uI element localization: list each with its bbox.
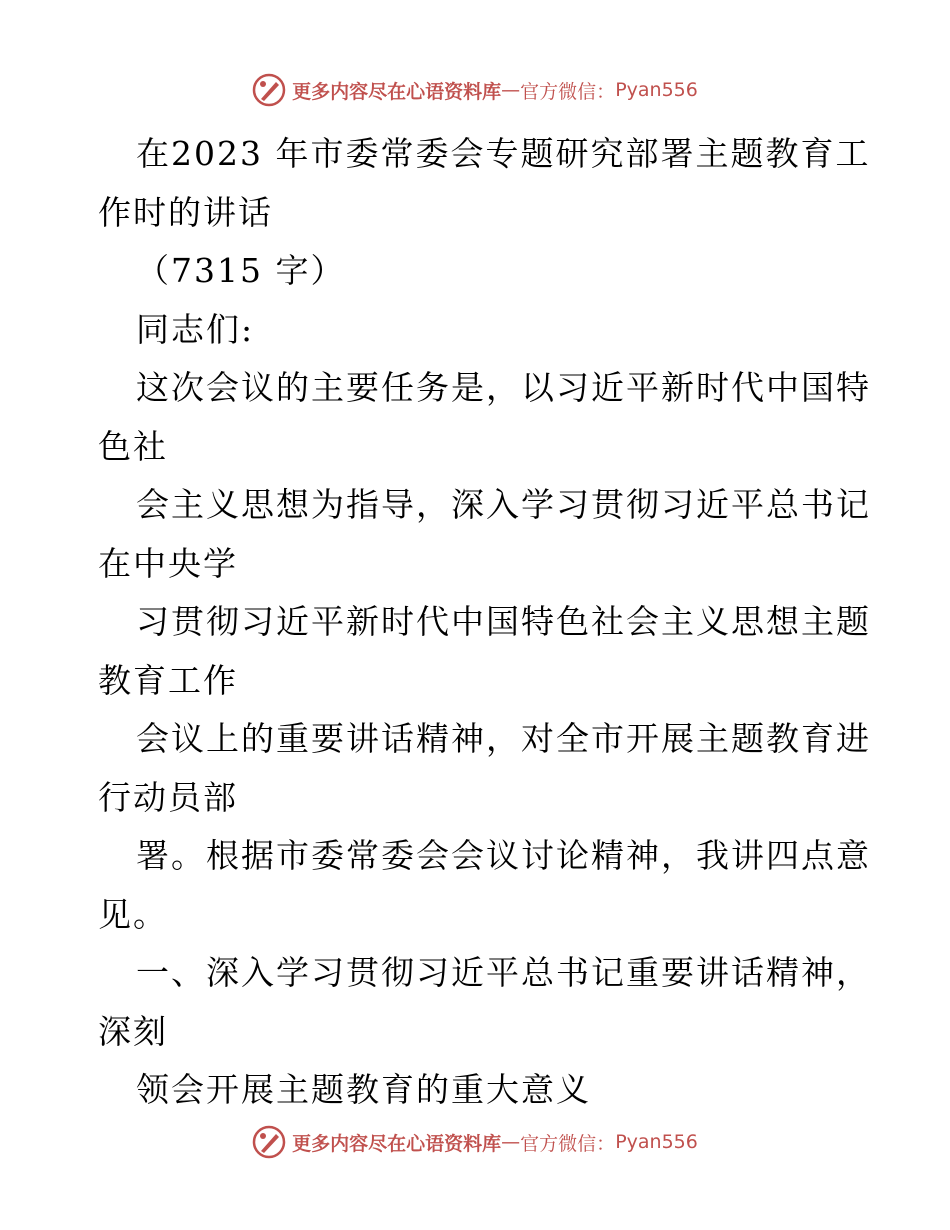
banner-site-text: 更多内容尽在心语资料库 (292, 1132, 502, 1155)
header-watermark-banner (0, 73, 950, 107)
text-line: 在中央学 (98, 543, 238, 583)
text-line: 在2023 年市委常委会专题研究部署主题教育工 (136, 134, 871, 173)
text-line: 一、深入学习贯彻习近平总书记重要讲话精神， (136, 953, 871, 992)
text-line: 同志们: (136, 309, 255, 349)
banner-site-text: 更多内容尽在心语资料库 (292, 80, 502, 103)
text-line: 作时的讲话 (98, 192, 273, 232)
text-line: 色社 (98, 426, 168, 466)
text-line: 深刻 (98, 1011, 168, 1051)
text-line: 会主义思想为指导，深入学习贯彻习近平总书记 (136, 485, 871, 524)
text-line: 这次会议的主要任务是，以习近平新时代中国特 (136, 368, 871, 407)
text-line: 习贯彻习近平新时代中国特色社会主义思想主题 (136, 602, 871, 641)
text-line: 署。根据市委常委会会议讨论精神，我讲四点意 (136, 836, 871, 875)
text-line: 领会开展主题教育的重大意义 (136, 1070, 591, 1109)
banner-official-label: 官方微信： (520, 80, 616, 103)
text-line: 教育工作 (98, 660, 238, 700)
text-line: 见。 (98, 894, 168, 934)
text-line: 会议上的重要讲话精神，对全市开展主题教育进 (136, 719, 871, 758)
text-line: （7315 字） (136, 251, 346, 290)
banner-wechat-id: Pyan556 (615, 79, 698, 101)
document-body (98, 125, 871, 1120)
banner-dash: — (501, 79, 521, 101)
text-line: 行动员部 (98, 777, 238, 817)
banner-dash: — (501, 1131, 521, 1153)
footer-watermark-banner (0, 1125, 950, 1159)
quill-logo-icon (252, 1125, 286, 1159)
banner-wechat-id: Pyan556 (615, 1131, 698, 1153)
banner-official-label: 官方微信： (520, 1132, 616, 1155)
quill-logo-icon (252, 73, 286, 107)
